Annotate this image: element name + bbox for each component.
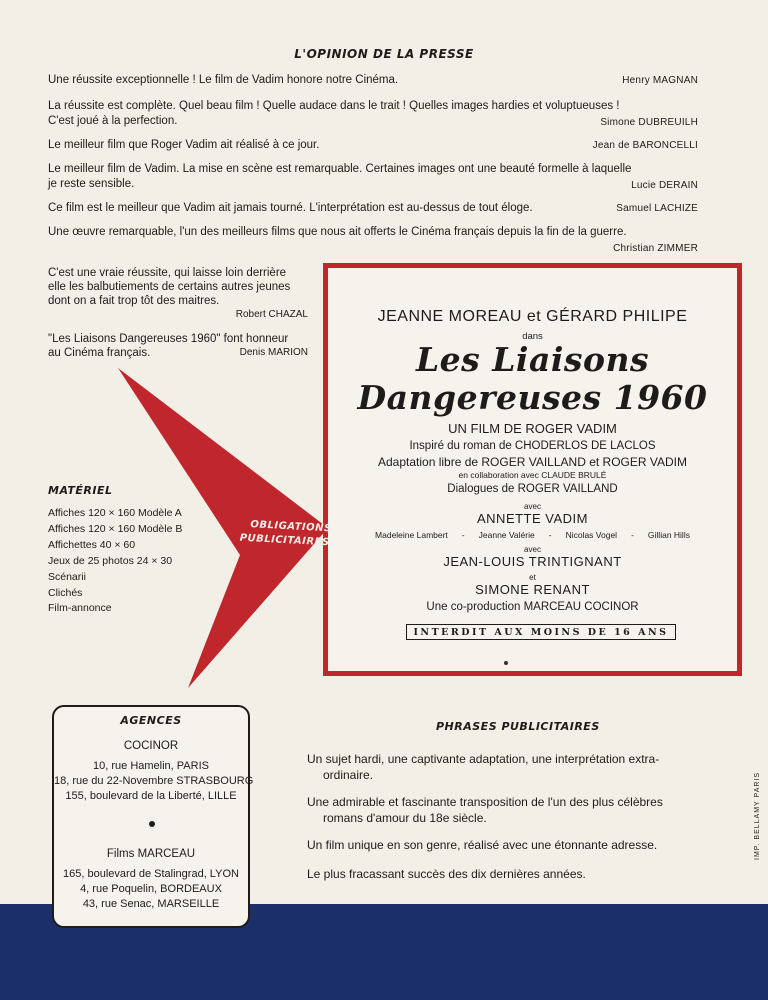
agency-address: 18, rue du 22-Novembre STRASBOURG [54, 775, 254, 787]
stars-line: JEANNE MOREAU et GÉRARD PHILIPE [377, 308, 688, 325]
phrase-line: Le plus fracassant succès des dix dernières années. [307, 867, 586, 881]
cast-name: Madeleine Lambert [375, 530, 448, 540]
quote-author: Henry MAGNAN [622, 75, 698, 86]
phrase-item [307, 794, 727, 826]
press-quote [48, 99, 698, 129]
trintignant-line: JEAN-LOUIS TRINTIGNANT [443, 554, 622, 569]
cast-separator: - [548, 530, 552, 540]
avec-text: avec [524, 545, 541, 554]
agency-address: 165, boulevard de Stalingrad, LYON [63, 868, 239, 880]
materiel-item: Film-annonce [48, 602, 112, 614]
quote-text: Ce film est le meilleur que Vadim ait jamais tourné. L'interprétation est au-dessus de tout éloge. [48, 202, 533, 214]
renant-line: SIMONE RENANT [475, 582, 590, 597]
cast-separator: - [461, 530, 465, 540]
adaptation-line: Adaptation libre de ROGER VAILLAND et ROGER VADIM [377, 455, 687, 469]
arrow-label-line: OBLIGATIONS [250, 519, 332, 535]
quote-text: Une réussite exceptionnelle ! Le film de Vadim honore notre Cinéma. [48, 74, 399, 86]
quote-text: C'est joué à la perfection. [48, 115, 178, 127]
phrase-line: romans d'amour du 18e siècle. [323, 811, 487, 825]
quote-author: Denis MARION [239, 347, 308, 358]
age-restriction-badge: INTERDIT AUX MOINS DE 16 ANS [406, 624, 676, 640]
press-quote-left [48, 332, 308, 360]
phrase-line: Un sujet hardi, une captivante adaptation, une interprétation extra- [307, 752, 660, 766]
quote-author: Simone DUBREUILH [600, 117, 698, 128]
cast-separator: - [631, 530, 634, 540]
quote-text: "Les Liaisons Dangereuses 1960" font honneur [48, 333, 289, 345]
materiel-item: Clichés [48, 587, 83, 599]
phrase-item [307, 837, 727, 853]
quote-text: dont on a fait trop tôt des maitres. [48, 295, 220, 307]
quote-text: C'est une vraie réussite, qui laisse loin derrière [48, 267, 287, 279]
arrow-label-line: PUBLICITAIRES [239, 532, 330, 549]
dot-mark [504, 661, 508, 665]
press-quote-left [48, 266, 308, 322]
press-quote [48, 225, 698, 255]
quote-text: je reste sensible. [48, 178, 135, 190]
quote-text: Le meilleur film de Vadim. La mise en scène est remarquable. Certaines images ont une beauté formelle à laquelle [48, 163, 632, 175]
agency-name: Films MARCEAU [106, 848, 196, 860]
annette-line: ANNETTE VADIM [477, 511, 588, 526]
phrase-item [307, 751, 727, 783]
quote-text: Le meilleur film que Roger Vadim ait réalisé à ce jour. [48, 139, 320, 151]
agency-address: 10, rue Hamelin, PARIS [93, 760, 209, 772]
coproduction-line: Une co-production MARCEAU COCINOR [426, 601, 639, 613]
bullet-dot [149, 821, 155, 827]
press-quote [48, 162, 698, 192]
press-quote [48, 73, 698, 88]
credits-box [323, 263, 742, 676]
quote-author: Lucie DERAIN [631, 180, 698, 191]
arrow-label [239, 518, 332, 551]
cast-name: Gillian Hills [647, 530, 690, 540]
quote-author: Robert CHAZAL [235, 309, 308, 320]
materiel-item: Affichettes 40 × 60 [48, 539, 136, 551]
phrases-heading: PHRASES PUBLICITAIRES [436, 720, 600, 733]
press-heading: L'OPINION DE LA PRESSE [294, 47, 474, 61]
quote-text: Une œuvre remarquable, l'un des meilleurs films que nous ait offerts le Cinéma français depuis la fin de la guerre. [48, 226, 627, 238]
agences-box [52, 705, 254, 928]
phrase-line: Un film unique en son genre, réalisé avec une étonnante adresse. [307, 838, 658, 852]
director-line: UN FILM DE ROGER VADIM [448, 421, 617, 436]
cast-name: Nicolas Vogel [565, 530, 618, 540]
avec-text: avec [524, 502, 541, 511]
quote-text: au Cinéma français. [48, 347, 151, 359]
quote-text: La réussite est complète. Quel beau film ! Quelle audace dans le trait ! Quelles images hardies et voluptueuses ! [48, 100, 620, 112]
materiel-item: Jeux de 25 photos 24 × 30 [48, 555, 173, 567]
collab-line: en collaboration avec CLAUDE BRULÉ [458, 470, 607, 480]
quote-author: Samuel LACHIZE [616, 203, 698, 214]
agency-address: 4, rue Poquelin, BORDEAUX [80, 883, 222, 895]
press-quote [48, 201, 698, 216]
inspired-line: Inspiré du roman de CHODERLOS DE LACLOS [409, 440, 656, 452]
imprint-text: IMP. BELLAMY PARIS [754, 771, 761, 860]
agences-heading: AGENCES [120, 714, 182, 727]
phrase-line: ordinaire. [323, 768, 374, 782]
cast-name: Jeanne Valérie [478, 530, 535, 540]
materiel-heading: MATÉRIEL [48, 484, 113, 497]
quote-text: elle les balbutiements de certains autres jeunes [48, 281, 291, 293]
film-title-line1: Les Liaisons [415, 340, 650, 379]
phrase-item [307, 866, 727, 882]
materiel-item: Affiches 120 × 160 Modèle B [48, 523, 183, 535]
quote-author: Christian ZIMMER [613, 243, 698, 254]
cast-line [328, 530, 737, 540]
agency-address: 43, rue Senac, MARSEILLE [82, 898, 220, 910]
materiel-item: Scénarii [48, 571, 86, 583]
press-quote [48, 138, 698, 153]
materiel-item: Affiches 120 × 160 Modèle A [48, 507, 182, 519]
et-text: et [529, 573, 536, 582]
dans-text: dans [522, 331, 543, 342]
phrase-line: Une admirable et fascinante transposition de l'un des plus célèbres [307, 795, 663, 809]
agency-name: COCINOR [123, 740, 179, 752]
film-title-line2: Dangereuses 1960 [357, 378, 708, 417]
dialogues-line: Dialogues de ROGER VAILLAND [447, 483, 618, 495]
agency-address: 155, boulevard de la Liberté, LILLE [65, 790, 237, 802]
quote-author: Jean de BARONCELLI [592, 140, 698, 151]
